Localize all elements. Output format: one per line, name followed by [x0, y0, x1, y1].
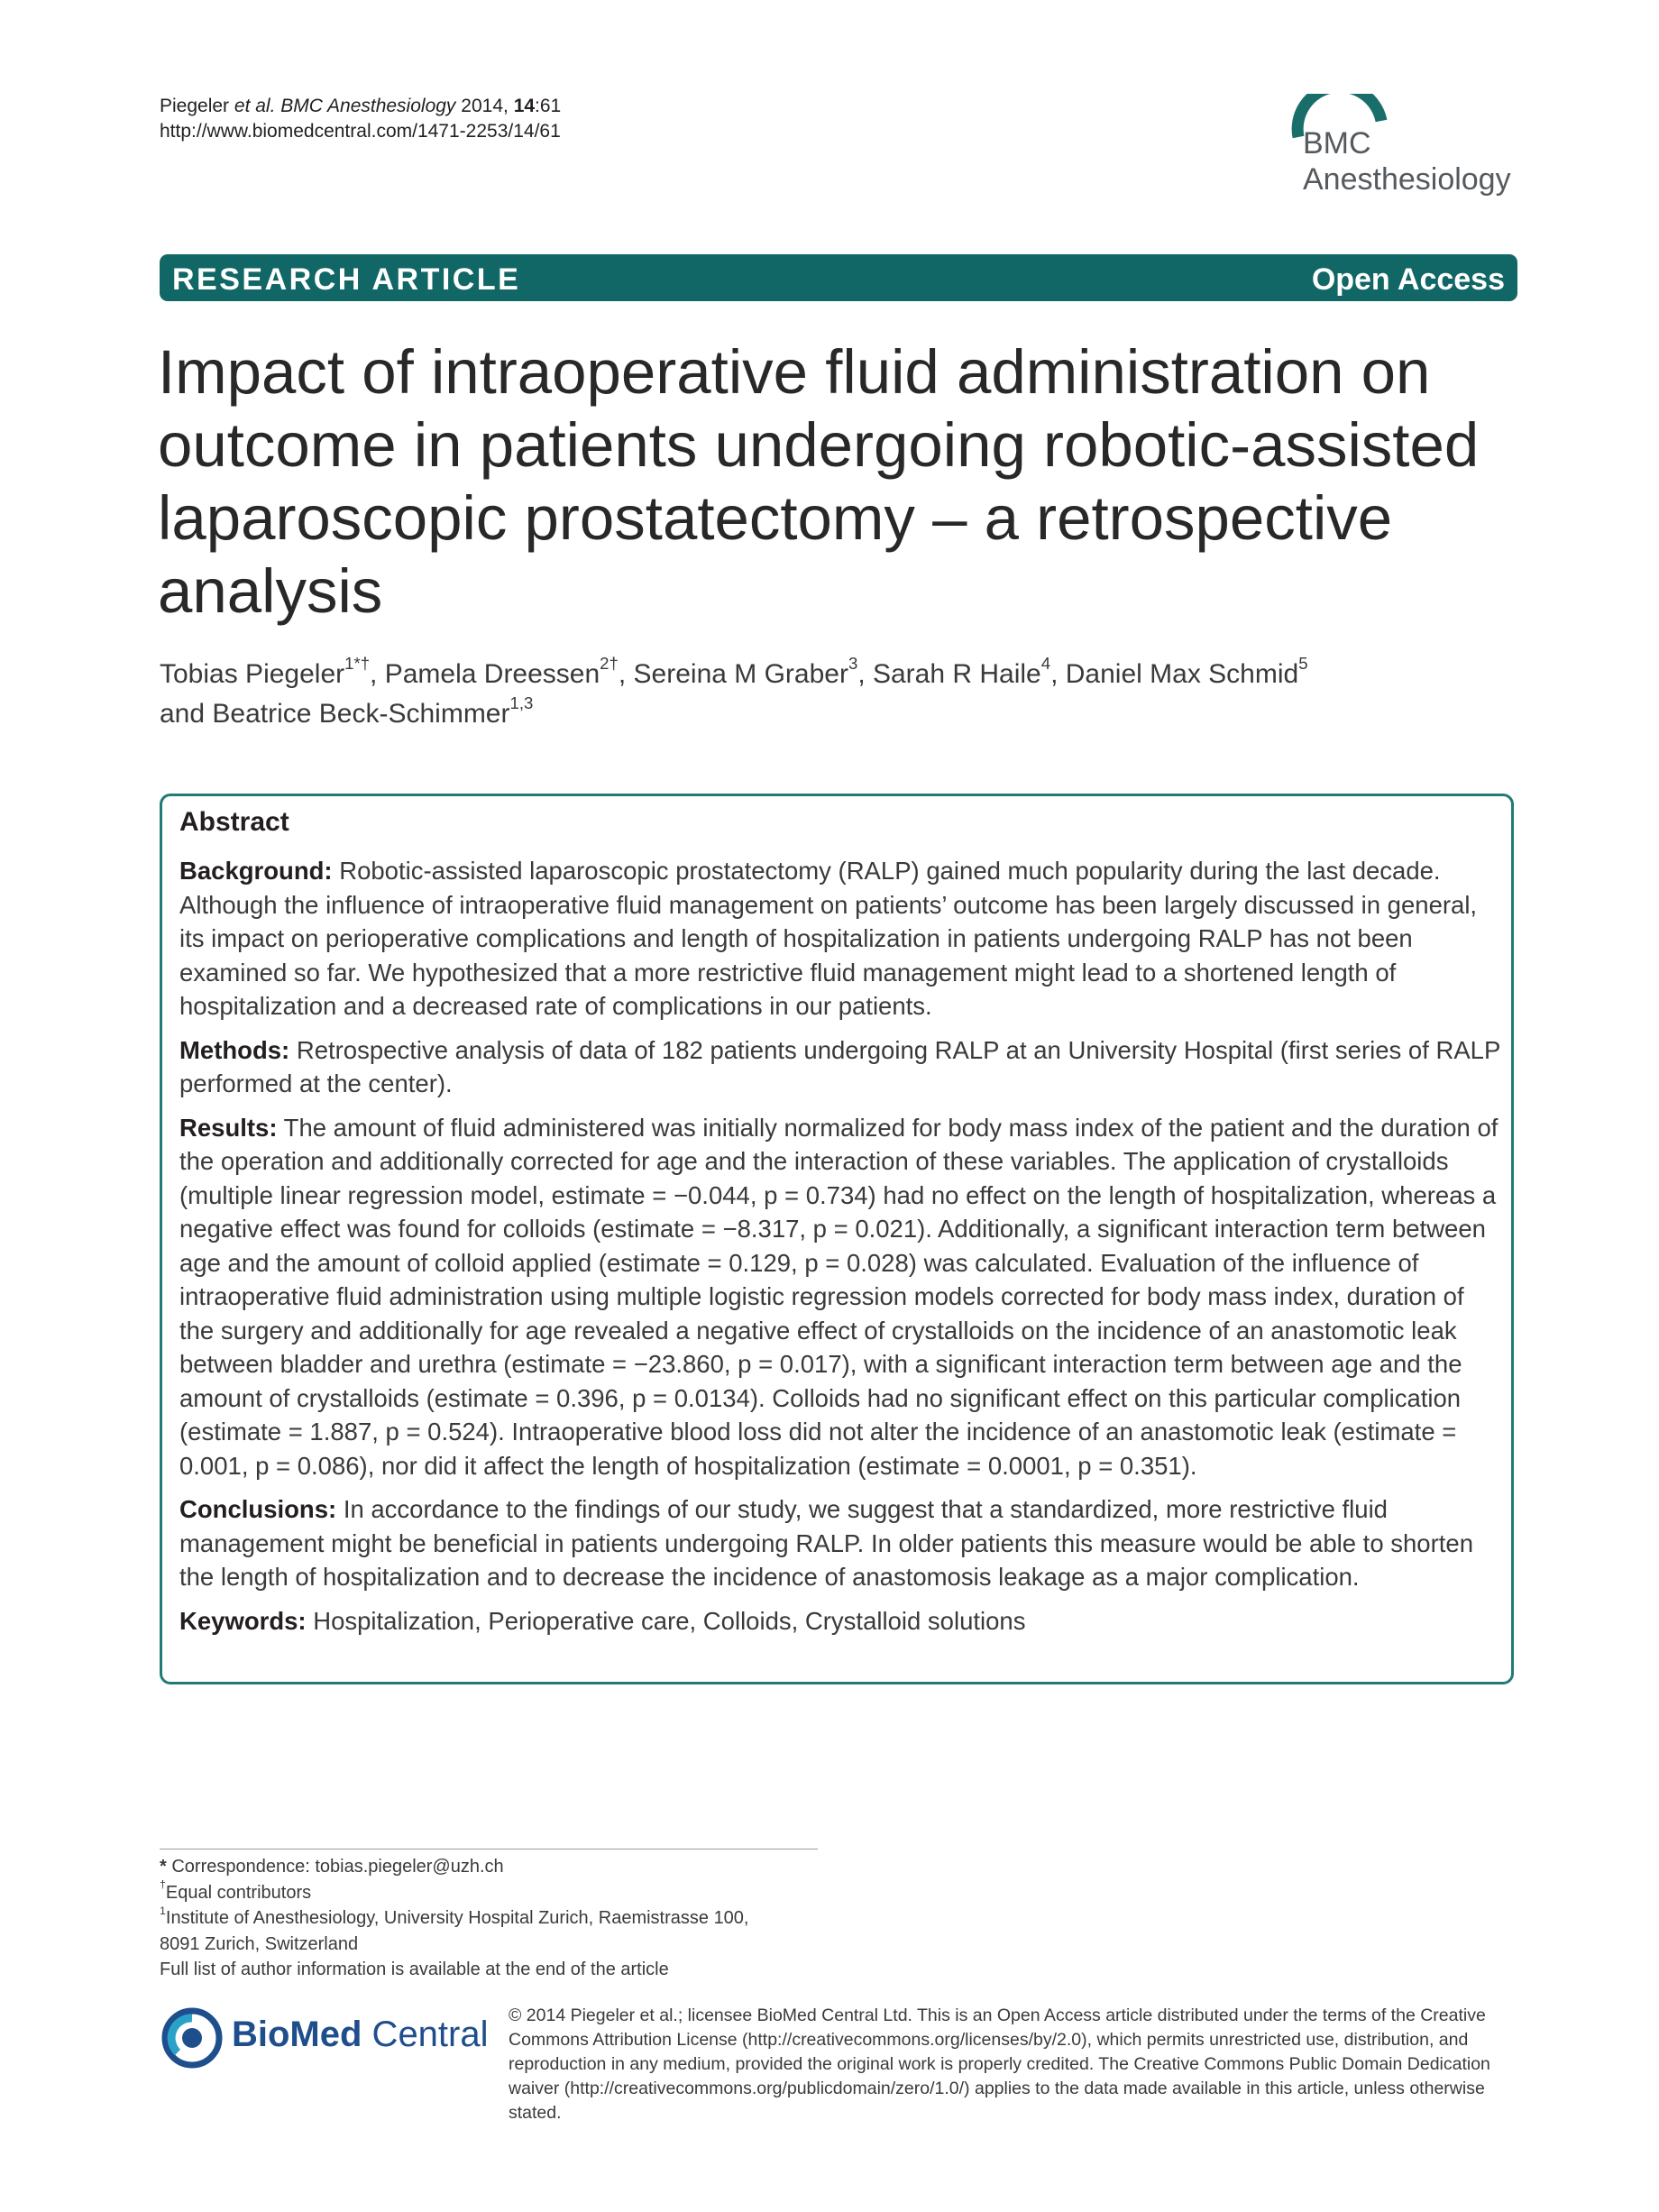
abstract-keywords [179, 1604, 1503, 1638]
author-name: Daniel Max Schmid [1065, 659, 1299, 689]
background-text: Robotic-assisted laparoscopic prostatectomy (RALP) gained much popularity during the last decade. Although the influence of intraoperative fluid management on patients’ outcome has been largely discussed in general, its impact on perioperative complications and length of hospitalization in patients undergoing RALP has not been examined so far. We hypothesized that a more restrictive fluid management might lead to a shortened length of hospitalization and a decreased rate of complications in our patients. [179, 857, 1478, 1020]
citation-etal: et al. [234, 96, 276, 116]
author-separator: , [370, 659, 385, 689]
author-separator: , [857, 659, 873, 689]
equal-mark: † [160, 1878, 166, 1892]
methods-text: Retrospective analysis of data of 182 patients undergoing RALP at an University Hospital (first series of RALP performed at the center). [179, 1035, 1500, 1097]
conclusions-label: Conclusions: [179, 1495, 337, 1523]
author-name: Sarah R Haile [872, 659, 1041, 689]
author-name: Tobias Piegeler [160, 659, 345, 689]
author-name: Pamela Dreessen [384, 659, 600, 689]
footnotes [160, 1854, 827, 1983]
abstract-results [179, 1111, 1503, 1483]
author-separator: , [1050, 659, 1066, 689]
open-access-label: Open Access [1311, 262, 1505, 297]
article-url[interactable]: http://www.biomedcentral.com/1471-2253/14/61 [160, 121, 561, 142]
citation-article: :61 [535, 96, 562, 116]
abstract-methods [179, 1033, 1503, 1101]
biomed-central-swirl-icon [160, 2005, 225, 2070]
citation-line [160, 94, 561, 119]
abstract-conclusions [179, 1492, 1503, 1594]
author-affiliation: 5 [1298, 654, 1308, 674]
results-text: The amount of fluid administered was initially normalized for body mass index of the patient and the duration of the operation and additionally corrected for age and the interaction of these variables. The application of crystalloids (multiple linear regression model, estimate = −0.044, p = 0.734) had no effect on the length of hospitalization, whereas a negative effect was found for colloids (estimate = −8.317, p = 0.021). Additionally, a significant interaction term between age and the amount of colloid applied (estimate = 0.129, p = 0.028) was calculated. Evaluation of the influence of intraoperative fluid administration using multiple logistic regression models corrected for body mass index, duration of the surgery and additionally for age revealed a negative effect of crystalloids on the incidence of an anastomotic leak between bladder and urethra (estimate = −23.860, p = 0.017), with a significant interaction term between age and the amount of crystalloids (estimate = 0.396, p = 0.0134). Colloids had no significant effect on this particular complication (estimate = 1.887, p = 0.524). Intraoperative blood loss did not alter the incidence of an anastomotic leak (estimate = 0.001, p = 0.086), nor did it affect the length of hospitalization (estimate = 0.0001, p = 0.351). [179, 1113, 1499, 1480]
conclusions-text: In accordance to the findings of our study, we suggest that a standardized, more restrictive fluid management might be beneficial in patients undergoing RALP. In older patients this measure would be able to shorten the length of hospitalization and to decrease the incidence of anastomosis leakage as a major complication. [179, 1495, 1473, 1591]
correspondence-note [160, 1854, 827, 1880]
journal-logo [1280, 94, 1542, 211]
author-separator: , [618, 659, 634, 689]
keywords-text: Hospitalization, Perioperative care, Colloids, Crystalloid solutions [313, 1606, 1026, 1635]
affiliation-mark: 1 [160, 1904, 166, 1917]
license-statement: © 2014 Piegeler et al.; licensee BioMed Central Ltd. This is an Open Access article distributed under the terms of the Creative Commons Attribution License (http://creativecommons.org/licenses/by/2.0), which permits unrestricted use, distribution, and reproduction in any medium, provided the original work is properly credited. The Creative Commons Public Domain Dedication waiver (http://creativecommons.org/publicdomain/zero/1.0/) applies to the data made available in this article, unless otherwise stated. [509, 2005, 1490, 2123]
journal-citation [160, 94, 561, 144]
background-label: Background: [179, 857, 333, 885]
author-affiliation: 2† [600, 654, 619, 674]
affiliation-note [160, 1905, 827, 1932]
author-affiliation: 1*† [344, 654, 371, 674]
equal-contributors-note [160, 1880, 827, 1906]
author-affiliation: 4 [1040, 654, 1051, 674]
citation-volume: 14 [513, 96, 536, 116]
article-banner [160, 254, 1517, 301]
abstract-background [179, 854, 1503, 1023]
equal-text: Equal contributors [165, 1882, 312, 1903]
journal-logo-line2: Anesthesiology [1303, 162, 1511, 197]
paper-title: Impact of intraoperative fluid administration on outcome in patients undergoing robotic-assisted laparoscopic prostatectomy – a retrospective analysis [158, 337, 1480, 626]
methods-label: Methods: [179, 1035, 290, 1064]
author-and: and [160, 699, 213, 729]
citation-journal: BMC Anesthesiology [280, 96, 456, 116]
biomed-central-logo [160, 2005, 489, 2069]
biomed-central-wordmark [232, 2015, 489, 2055]
article-type-label: RESEARCH ARTICLE [172, 262, 521, 297]
affiliation-line2: 8091 Zurich, Switzerland [160, 1933, 359, 1954]
keywords-label: Keywords: [179, 1606, 307, 1635]
full-author-info-note: Full list of author information is available at the end of the article [160, 1960, 669, 1979]
affiliation-line1: Institute of Anesthesiology, University Hospital Zurich, Raemistrasse 100, [165, 1908, 749, 1928]
author-name: Sereina M Graber [633, 659, 848, 689]
abstract-heading: Abstract [179, 807, 289, 837]
correspondence-text[interactable]: Correspondence: tobias.piegeler@uzh.ch [166, 1857, 504, 1877]
abstract-body [179, 854, 1503, 1648]
biomed-wordmark-bold: BioMed [232, 2015, 362, 2054]
citation-author: Piegeler [160, 96, 230, 116]
author-affiliation: 3 [848, 654, 858, 674]
results-label: Results: [179, 1113, 278, 1142]
author-affiliation: 1,3 [509, 693, 534, 713]
abstract-box [160, 794, 1514, 1684]
citation-year: 2014, [461, 96, 509, 116]
correspondence-mark: * [160, 1857, 167, 1877]
central-wordmark: Central [362, 2015, 489, 2054]
journal-logo-line1: BMC [1303, 126, 1371, 161]
author-list [160, 655, 1512, 734]
author-name: Beatrice Beck-Schimmer [212, 699, 510, 729]
